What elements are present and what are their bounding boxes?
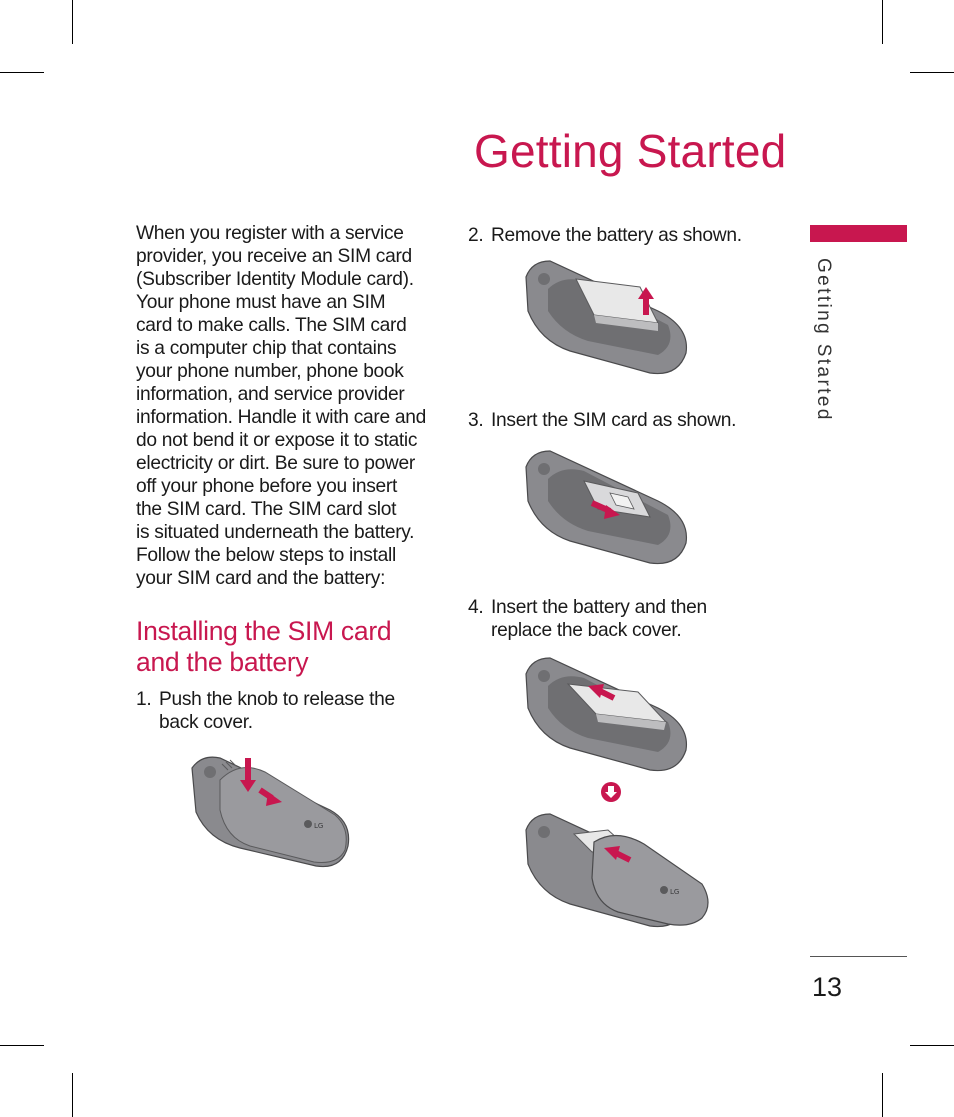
- intro-line: do not bend it or expose it to static: [136, 430, 418, 451]
- intro-line: off your phone before you insert: [136, 476, 397, 497]
- section-heading-line: and the battery: [136, 647, 309, 677]
- intro-line: provider, you receive an SIM card: [136, 246, 412, 267]
- intro-line: information. Handle it with care and: [136, 407, 426, 428]
- crop-mark: [910, 72, 954, 73]
- section-heading-line: Installing the SIM card: [136, 616, 392, 646]
- section-tab-marker: [810, 225, 907, 242]
- crop-mark: [0, 72, 44, 73]
- step-number: 2.: [468, 225, 484, 246]
- intro-line: is a computer chip that contains: [136, 338, 397, 359]
- page-number-rule: [810, 956, 907, 957]
- step-number: 3.: [468, 410, 484, 431]
- step-line: Insert the battery and then: [491, 597, 707, 618]
- lg-logo-text: LG: [314, 822, 324, 830]
- step-line: back cover.: [159, 712, 253, 733]
- crop-mark: [910, 1045, 954, 1046]
- page-number: 13: [812, 972, 843, 1002]
- step-text: [491, 409, 736, 432]
- step-text: [159, 688, 395, 734]
- step-number: 4.: [468, 597, 484, 618]
- page-title: Getting Started: [474, 125, 787, 177]
- intro-line: card to make calls. The SIM card: [136, 315, 407, 336]
- intro-line: information, and service provider: [136, 384, 405, 405]
- step-text: [491, 224, 742, 247]
- phone-sim-insert-illustration: [518, 445, 693, 570]
- lg-logo-text: LG: [670, 888, 680, 896]
- intro-line: Your phone must have an SIM: [136, 292, 386, 313]
- crop-mark: [72, 1073, 73, 1117]
- intro-line: (Subscriber Identity Module card).: [136, 269, 414, 290]
- section-heading: [136, 616, 391, 678]
- side-section-label: [812, 258, 842, 422]
- phone-battery-removal-illustration: [518, 255, 693, 380]
- down-arrow-icon: [600, 781, 622, 803]
- intro-line: electricity or dirt. Be sure to power: [136, 453, 415, 474]
- phone-back-cover-replace-illustration: [518, 808, 718, 933]
- step-line: replace the back cover.: [491, 620, 682, 641]
- intro-line: When you register with a service: [136, 223, 404, 244]
- side-section-label-text: Getting Started: [813, 258, 834, 422]
- step-line: Remove the battery as shown.: [491, 225, 742, 246]
- step-number: 1.: [136, 689, 152, 710]
- crop-mark: [72, 0, 73, 44]
- intro-line: is situated underneath the battery.: [136, 522, 415, 543]
- crop-mark: [882, 1073, 883, 1117]
- phone-back-cover-illustration: [180, 750, 360, 875]
- intro-line: your phone number, phone book: [136, 361, 404, 382]
- intro-line: the SIM card. The SIM card slot: [136, 499, 397, 520]
- phone-battery-insert-illustration: [518, 652, 693, 777]
- step-text: [491, 596, 707, 642]
- intro-paragraph: [136, 222, 436, 590]
- step-line: Insert the SIM card as shown.: [491, 410, 737, 431]
- crop-mark: [882, 0, 883, 44]
- step-line: Push the knob to release the: [159, 689, 395, 710]
- intro-line: Follow the below steps to install: [136, 545, 396, 566]
- crop-mark: [0, 1045, 44, 1046]
- intro-line: your SIM card and the battery:: [136, 568, 386, 589]
